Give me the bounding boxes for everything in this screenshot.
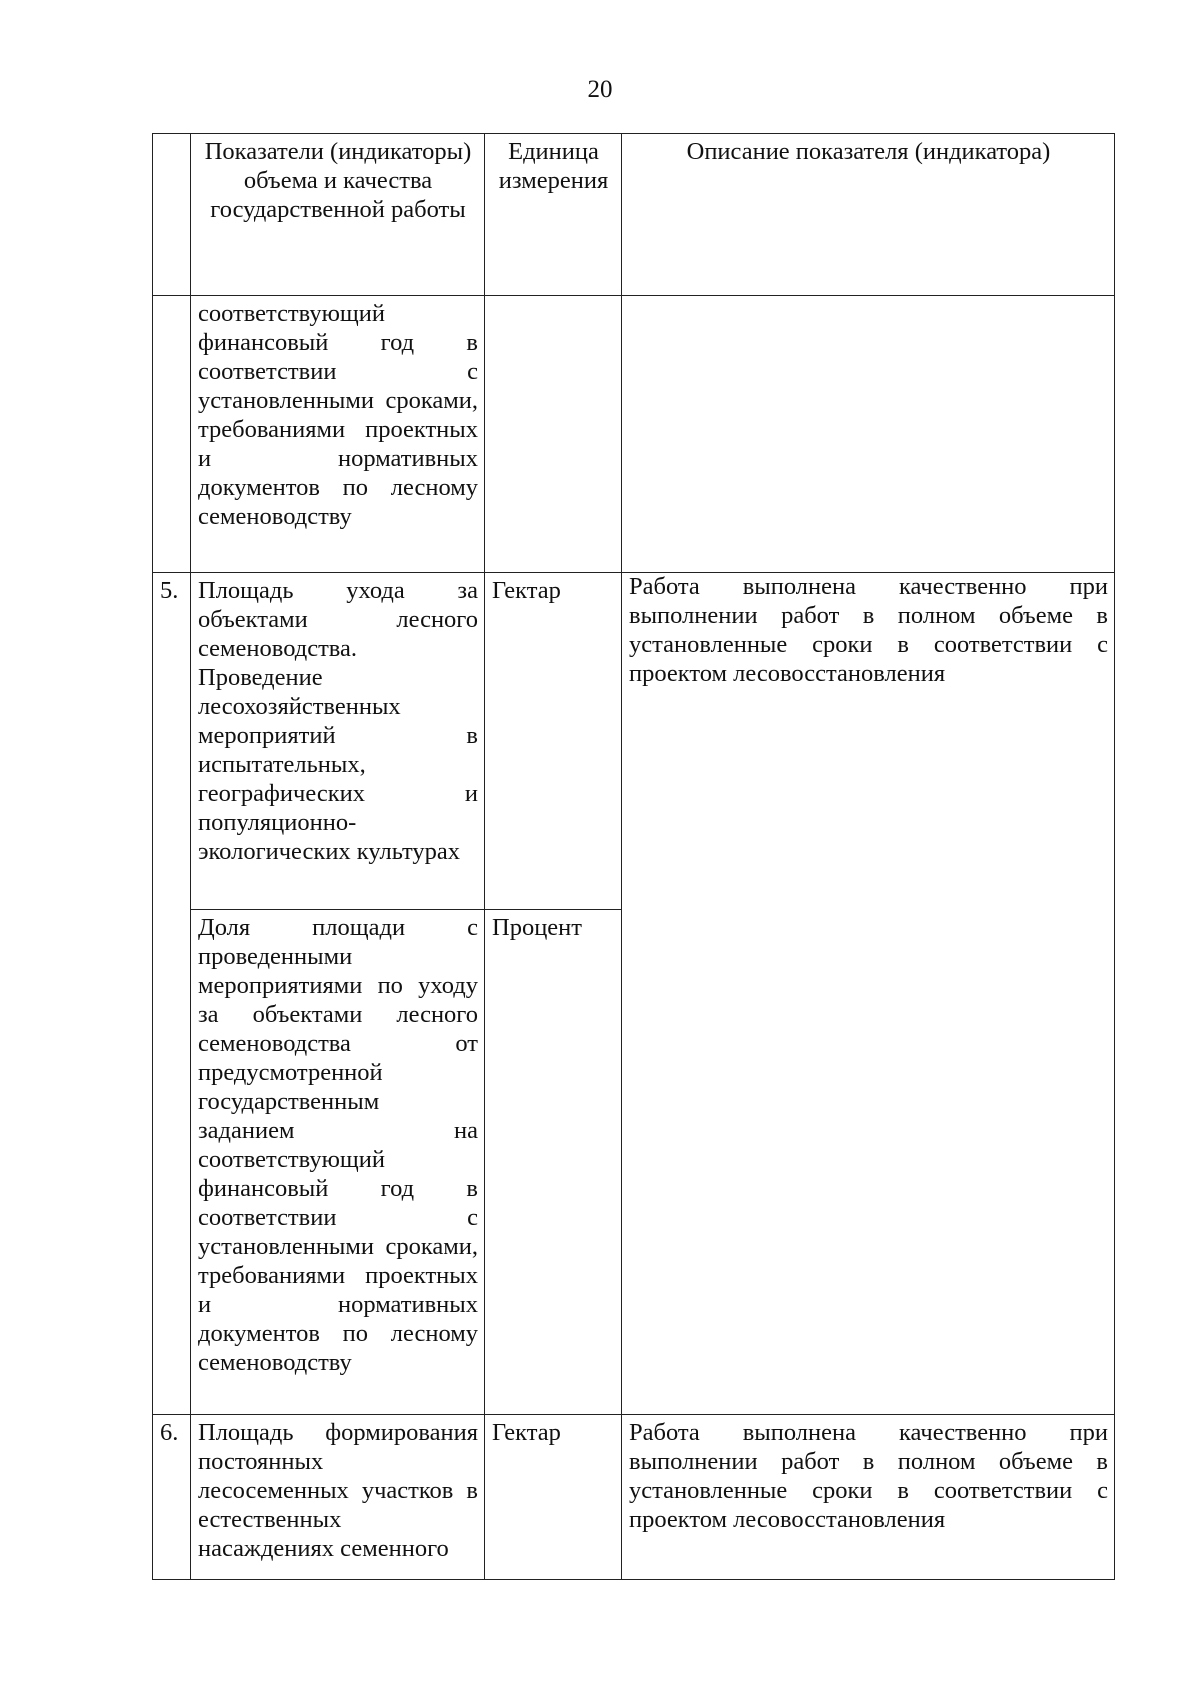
cell-unit: Гектар xyxy=(485,1415,622,1580)
header-unit: Единица измерения xyxy=(485,134,622,296)
cell-description xyxy=(622,573,1115,1415)
table-row xyxy=(153,1415,1115,1580)
header-description: Описание показателя (индикатора) xyxy=(622,134,1115,296)
header-indicator: Показатели (индикаторы) объема и качества государственной работы xyxy=(191,134,485,296)
indicators-table xyxy=(152,133,1115,1580)
cell-description xyxy=(622,296,1115,573)
table-row xyxy=(153,573,1115,910)
page-number: 20 xyxy=(587,76,613,103)
cell-indicator: Площадь ухода за объектами лесного семеноводства. Проведение лесохозяйственных мероприятий в испытательных, географических и популяционно-экологических культурах xyxy=(191,573,485,910)
table-row xyxy=(153,296,1115,573)
description-text: Работа выполнена качественно при выполнении работ в полном объеме в установленные сроки в соответствии с проектом лесовосстановления xyxy=(629,573,1108,687)
cell-indicator: соответствующий финансовый год в соответствии с установленными сроками, требованиями проектных и нормативных документов по лесному семеноводству xyxy=(191,296,485,573)
cell-unit xyxy=(485,296,622,573)
table-header-row xyxy=(153,134,1115,296)
cell-indicator: Площадь формирования постоянных лесосеменных участков в естественных насаждениях семенного xyxy=(191,1415,485,1580)
header-number xyxy=(153,134,191,296)
cell-description: Работа выполнена качественно при выполнении работ в полном объеме в установленные сроки в соответствии с проектом лесовосстановления xyxy=(622,1415,1115,1580)
cell-indicator: Доля площади с проведенными мероприятиями по уходу за объектами лесного семеноводства от предусмотренной государственным заданием на соответствующий финансовый год в соответствии с установленными сроками, требованиями проектных и нормативных документов по лесному семеноводству xyxy=(191,910,485,1415)
cell-unit: Процент xyxy=(485,910,622,1415)
cell-number: 5. xyxy=(153,573,191,1415)
cell-number: 6. xyxy=(153,1415,191,1580)
cell-unit: Гектар xyxy=(485,573,622,910)
cell-number xyxy=(153,296,191,573)
